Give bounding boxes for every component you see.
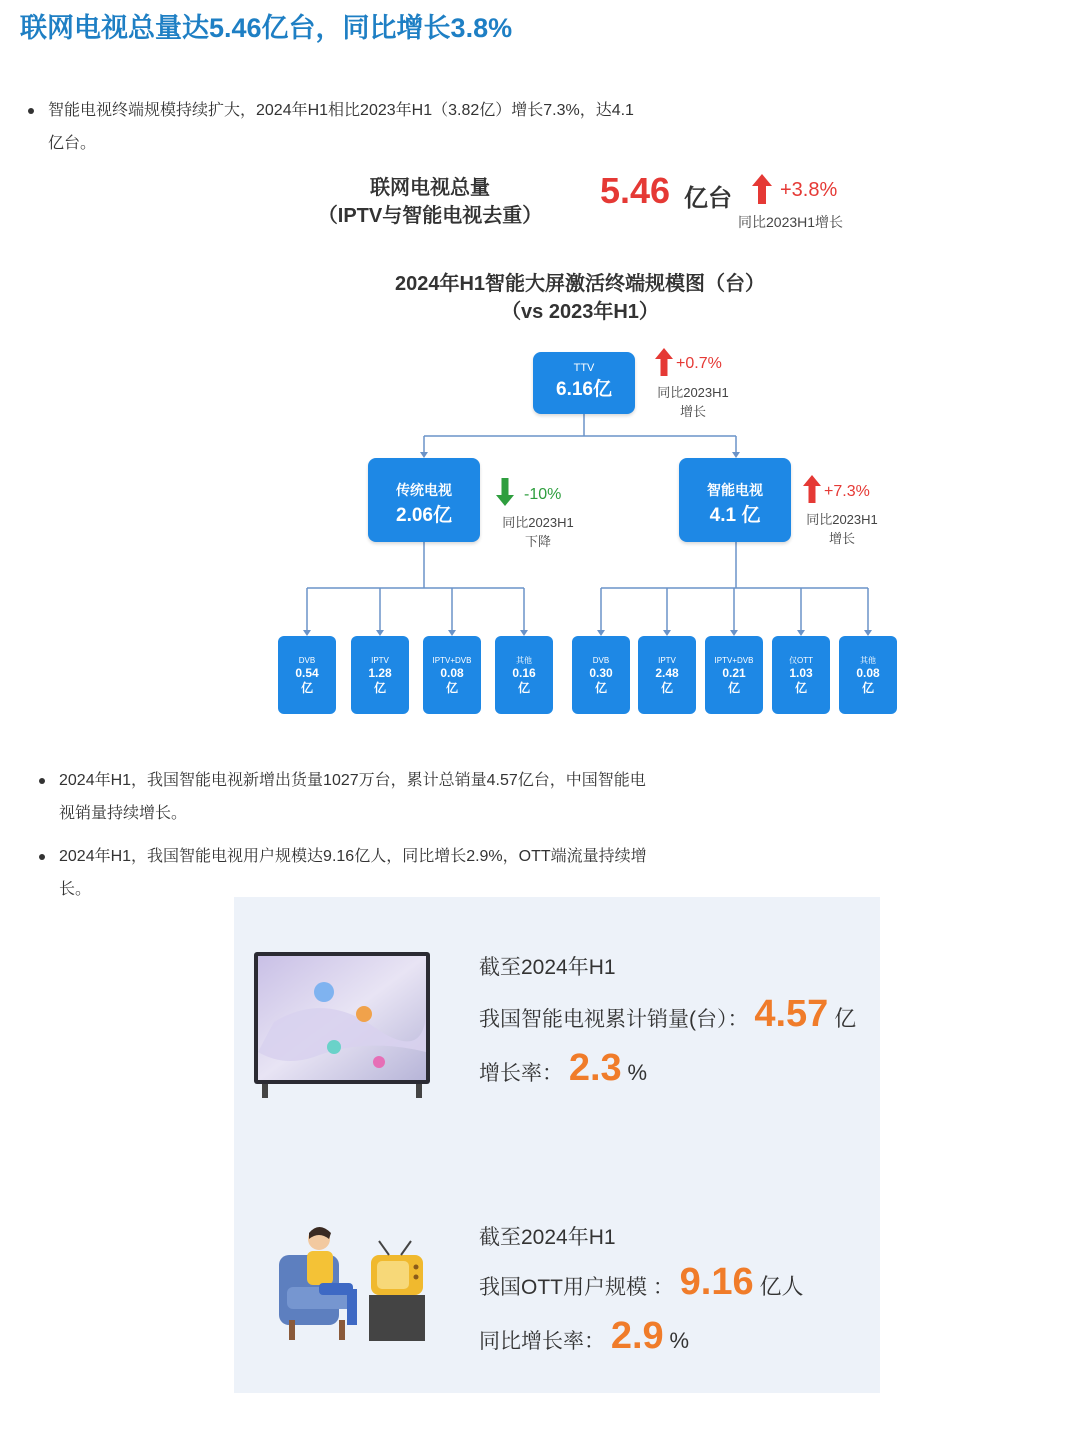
leaf-value: 0.21 xyxy=(722,666,746,680)
diagram-title-line1: 2024年H1智能大屏激活终端规模图（台） xyxy=(394,273,766,295)
leaf-label: 仅OTT xyxy=(789,656,813,665)
traditional-tv-change: -10% xyxy=(524,486,562,503)
card1-line3 xyxy=(479,1047,647,1090)
page-title: 联网电视总量达5.46亿台，同比增长3.8% xyxy=(20,13,513,43)
smart-tv-change-sub xyxy=(798,510,886,548)
ttv-change-sub xyxy=(650,383,736,421)
bullet-item xyxy=(59,764,659,830)
up-arrow-icon xyxy=(803,475,821,503)
card1-growth-unit: % xyxy=(627,1060,648,1085)
ttv-label: TTV xyxy=(573,362,595,374)
leaf-label: IPTV+DVB xyxy=(432,656,472,665)
leaf-value: 0.08 xyxy=(856,666,880,680)
smart-tv-label: 智能电视 xyxy=(707,482,763,498)
smart-tv-box xyxy=(679,458,791,542)
total-change: +3.8% xyxy=(780,179,838,201)
card1-sales-unit: 亿 xyxy=(834,1006,857,1031)
bullet-dot xyxy=(39,854,45,860)
ttv-sub-line1: 同比2023H1 xyxy=(657,385,729,400)
bullet-text: 2024年H1，我国智能电视用户规模达9.16亿人，同比增长2.9%，OTT端流量持续增长。 xyxy=(59,848,647,898)
card1-growth-value: 2.3 xyxy=(568,1047,622,1089)
leaf-other-smart xyxy=(839,636,897,714)
traditional-tv-label: 传统电视 xyxy=(396,482,452,498)
bullet-text: 智能电视终端规模持续扩大，2024年H1相比2023年H1（3.82亿）增长7.3%，达4.1亿台。 xyxy=(48,102,634,152)
leaf-iptv-smart xyxy=(638,636,696,714)
card1-sales-value: 4.57 xyxy=(754,993,829,1035)
smart-sub-line2: 增长 xyxy=(828,531,855,546)
down-arrow-icon xyxy=(496,478,514,506)
leaf-value: 0.16 xyxy=(512,666,536,680)
bullet-text: 2024年H1，我国智能电视新增出货量1027万台，累计总销量4.57亿台，中国智能电视销量持续增长。 xyxy=(59,772,646,822)
leaf-unit: 亿 xyxy=(660,681,673,695)
card1-growth-label: 增长率： xyxy=(479,1062,563,1085)
smart-sub-line1: 同比2023H1 xyxy=(806,512,878,527)
leaf-value: 0.08 xyxy=(440,666,464,680)
card1-line1: 截至2024年H1 xyxy=(479,956,616,979)
smart-tv-value: 4.1 亿 xyxy=(709,505,761,526)
traditional-tv-box xyxy=(368,458,480,542)
leaf-unit: 亿 xyxy=(300,681,313,695)
bullet-dot xyxy=(39,778,45,784)
leaf-value: 2.48 xyxy=(655,666,679,680)
ttv-value: 6.16亿 xyxy=(556,379,612,400)
smart-tv-change: +7.3% xyxy=(824,483,870,500)
leaf-value: 0.54 xyxy=(295,666,319,680)
leaf-unit: 亿 xyxy=(861,681,874,695)
leaf-ott-only-smart xyxy=(772,636,830,714)
leaf-unit: 亿 xyxy=(517,681,530,695)
leaf-iptv-dvb-smart xyxy=(705,636,763,714)
up-arrow-icon xyxy=(655,348,673,376)
card2-line3 xyxy=(479,1315,689,1358)
leaf-label: 其他 xyxy=(516,656,532,665)
card2-line2 xyxy=(479,1261,804,1304)
leaf-iptv-traditional xyxy=(351,636,409,714)
card2-users-unit: 亿人 xyxy=(759,1274,804,1299)
ttv-change: +0.7% xyxy=(676,355,722,372)
leaf-label: IPTV xyxy=(371,656,389,665)
traditional-tv-value: 2.06亿 xyxy=(396,505,452,526)
total-value: 5.46 xyxy=(600,170,671,211)
user-watching-tv-illustration xyxy=(279,1225,439,1345)
card2-users-label: 我国OTT用户规模 ： xyxy=(479,1276,674,1299)
card1-sales-label: 我国智能电视累计销量(台）： xyxy=(479,1008,749,1031)
traditional-sub-line2: 下降 xyxy=(524,534,551,549)
card1-line2 xyxy=(479,993,856,1036)
stats-panel xyxy=(234,897,880,1393)
leaf-dvb-smart xyxy=(572,636,630,714)
leaf-unit: 亿 xyxy=(594,681,607,695)
leaf-iptv-dvb-traditional xyxy=(423,636,481,714)
ttv-box xyxy=(533,352,635,414)
total-unit: 亿台 xyxy=(684,185,732,212)
traditional-tv-change-sub xyxy=(494,513,582,551)
total-label-line2: （IPTV与智能电视去重） xyxy=(317,205,543,227)
leaf-label: IPTV+DVB xyxy=(714,656,754,665)
leaf-value: 1.03 xyxy=(789,666,813,680)
card2-growth-label: 同比增长率： xyxy=(479,1330,605,1353)
ttv-sub-line2: 增长 xyxy=(679,404,706,419)
leaf-label: 其他 xyxy=(860,656,876,665)
leaf-label: DVB xyxy=(592,656,610,665)
leaf-label: IPTV xyxy=(658,656,676,665)
card2-line1: 截至2024年H1 xyxy=(479,1226,616,1249)
smart-tv-illustration xyxy=(254,952,434,1102)
traditional-sub-line1: 同比2023H1 xyxy=(502,515,574,530)
leaf-other-traditional xyxy=(495,636,553,714)
leaf-value: 0.30 xyxy=(589,666,613,680)
total-sub: 同比2023H1增长 xyxy=(738,214,844,230)
leaf-unit: 亿 xyxy=(445,681,458,695)
card2-growth-unit: % xyxy=(669,1328,690,1353)
leaf-dvb-traditional xyxy=(278,636,336,714)
card2-users-value: 9.16 xyxy=(679,1261,754,1303)
leaf-unit: 亿 xyxy=(794,681,807,695)
total-label-line1: 联网电视总量 xyxy=(370,177,490,199)
leaf-value: 1.28 xyxy=(368,666,392,680)
card2-growth-value: 2.9 xyxy=(610,1315,664,1357)
diagram-title-line2: （vs 2023年H1） xyxy=(501,301,659,323)
leaf-unit: 亿 xyxy=(373,681,386,695)
leaf-unit: 亿 xyxy=(727,681,740,695)
leaf-label: DVB xyxy=(298,656,316,665)
